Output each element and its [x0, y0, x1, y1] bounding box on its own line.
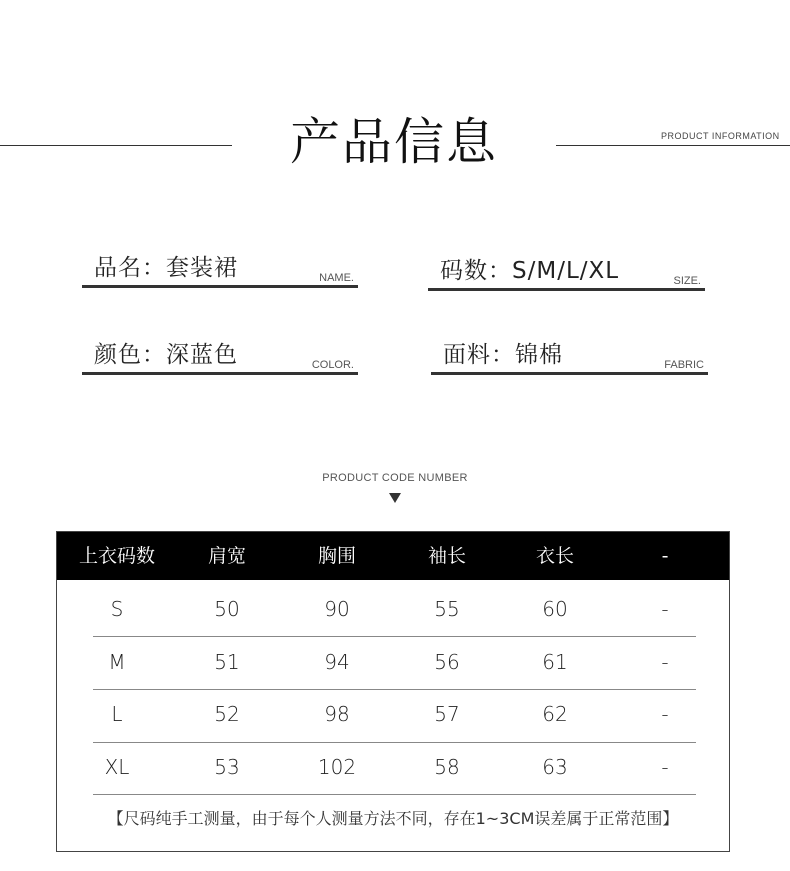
header-cell: 肩宽: [207, 545, 246, 567]
header-cell: -: [661, 545, 669, 567]
table-cell: -: [661, 597, 669, 621]
table-cell: 58: [434, 755, 460, 779]
table-cell: 56: [434, 650, 460, 674]
field-color-underline: [82, 372, 358, 375]
header-cell: 上衣码数: [78, 545, 155, 567]
table-row: [57, 741, 729, 794]
field-color-value: 颜色：深蓝色: [94, 342, 238, 368]
table-cell: -: [661, 702, 669, 726]
header-cell: 袖长: [427, 545, 466, 567]
table-cell: 62: [542, 702, 568, 726]
size-table: [56, 531, 730, 852]
table-cell: XL: [104, 755, 130, 779]
table-cell: L: [111, 702, 123, 726]
table-cell: 57: [434, 702, 460, 726]
table-row: [57, 636, 729, 689]
field-color: [82, 325, 358, 375]
triangle-down-icon: [389, 493, 401, 503]
field-name-underline: [82, 285, 358, 288]
table-cell: 102: [317, 755, 357, 779]
field-fabric-underline: [431, 372, 708, 375]
field-fabric-value: 面料：锦棉: [443, 342, 563, 368]
field-name: [82, 238, 358, 288]
field-size-tag: SIZE.: [673, 275, 701, 287]
field-fabric-tag: FABRIC: [664, 359, 704, 371]
table-cell: -: [661, 755, 669, 779]
field-name-value: 品名：套装裙: [94, 255, 238, 281]
header-cell: 胸围: [317, 545, 356, 567]
table-cell: 60: [542, 597, 568, 621]
table-cell: 61: [542, 650, 568, 674]
table-row: [57, 688, 729, 741]
field-size-value: 码数：S/M/L/XL: [440, 258, 620, 284]
field-size: [428, 241, 705, 291]
measurement-note: 【尺码纯手工测量，由于每个人测量方法不同，存在1~3CM误差属于正常范围】: [107, 809, 679, 828]
table-row: [57, 583, 729, 636]
table-cell: S: [110, 597, 124, 621]
table-cell: 55: [434, 597, 460, 621]
product-code-label: PRODUCT CODE NUMBER: [322, 472, 468, 484]
table-cell: 90: [324, 597, 350, 621]
page-title: 产品信息: [290, 113, 498, 171]
field-name-tag: NAME.: [319, 272, 354, 284]
table-cell: 53: [214, 755, 240, 779]
table-cell: 50: [214, 597, 240, 621]
field-size-underline: [428, 288, 705, 291]
header-left-line: [0, 145, 232, 146]
table-cell: -: [661, 650, 669, 674]
size-table-header: [57, 532, 729, 580]
header-right-line: [556, 145, 790, 146]
table-cell: 51: [214, 650, 240, 674]
table-cell: M: [108, 650, 126, 674]
field-color-tag: COLOR.: [311, 359, 354, 371]
table-cell: 94: [324, 650, 350, 674]
header-cell: 衣长: [535, 545, 574, 567]
page-subtitle: PRODUCT INFORMATION: [661, 131, 780, 141]
table-cell: 98: [324, 702, 350, 726]
table-cell: 52: [214, 702, 240, 726]
row-divider: [93, 794, 696, 795]
field-fabric: [431, 325, 708, 375]
table-cell: 63: [542, 755, 568, 779]
